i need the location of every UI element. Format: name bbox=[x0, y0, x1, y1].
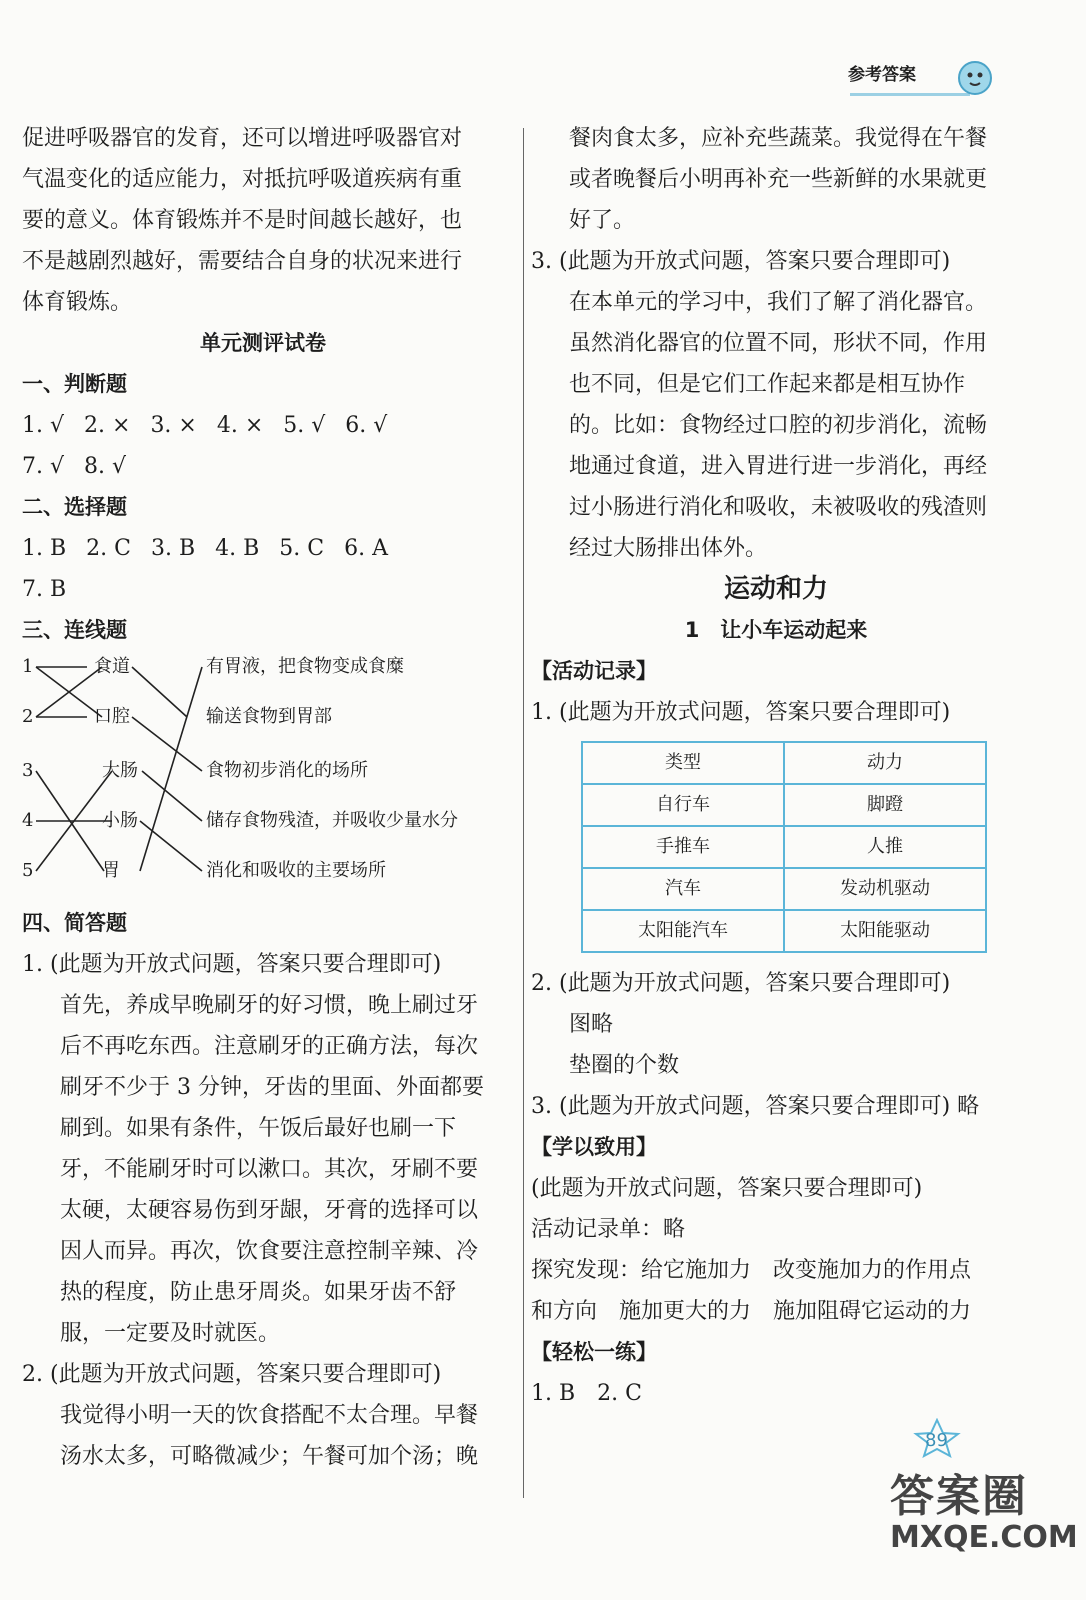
answer-line: 和方向 施加更大的力 施加阻碍它运动的力 bbox=[531, 1299, 972, 1324]
answer-line: 因人而异。再次，饮食要注意控制辛辣、冷 bbox=[60, 1239, 479, 1264]
practice-title: 【轻松一练】 bbox=[531, 1340, 657, 1364]
intro-line: 要的意义。体育锻炼并不是时间越长越好，也 bbox=[22, 208, 463, 233]
answer: 2. × bbox=[84, 413, 131, 438]
table-cell: 脚蹬 bbox=[784, 784, 986, 826]
answer-line: 地通过食道，进入胃进行进一步消化，再经 bbox=[569, 454, 988, 479]
intro-line: 体育锻炼。 bbox=[22, 290, 133, 315]
answer-line: 图略 bbox=[569, 1012, 614, 1037]
question-label: 1. (此题为开放式问题，答案只要合理即可) bbox=[22, 952, 442, 977]
answer-line: 刷到。如果有条件，午饭后最好也刷一下 bbox=[60, 1116, 457, 1141]
match-organ: 小肠 bbox=[102, 810, 138, 831]
table-row bbox=[582, 910, 986, 952]
answer: 4. B bbox=[215, 536, 260, 561]
match-organ: 口腔 bbox=[94, 706, 130, 727]
table-row bbox=[582, 826, 986, 868]
match-number: 5 bbox=[22, 860, 34, 881]
match-number: 4 bbox=[22, 810, 34, 831]
answer: 6. A bbox=[344, 536, 388, 561]
answer: 4. × bbox=[216, 413, 264, 438]
mascot-icon bbox=[950, 50, 1000, 100]
answer: 3. × bbox=[150, 413, 197, 438]
question-label: 3. (此题为开放式问题，答案只要合理即可) 略 bbox=[531, 1094, 980, 1119]
watermark-logo bbox=[890, 1460, 1078, 1555]
answer: 6. √ bbox=[345, 413, 388, 438]
watermark-url: MXQE.COM bbox=[890, 1520, 1078, 1555]
table-cell: 发动机驱动 bbox=[784, 868, 986, 910]
test-title: 单元测评试卷 bbox=[200, 331, 326, 355]
question-label: 2. (此题为开放式问题，答案只要合理即可) bbox=[531, 971, 951, 996]
answer-line: 或者晚餐后小明再补充一些新鲜的水果就更 bbox=[569, 167, 988, 192]
header-label: 参考答案 bbox=[848, 65, 916, 85]
answer-line: 1. B 2. C bbox=[531, 1381, 642, 1406]
match-function: 输送食物到胃部 bbox=[206, 706, 332, 727]
answer-line: 后不再吃东西。注意刷牙的正确方法，每次 bbox=[60, 1034, 479, 1059]
choice-answers-row bbox=[22, 528, 504, 569]
table-row bbox=[582, 868, 986, 910]
answer-line: 首先，养成早晚刷牙的好习惯，晚上刷过牙 bbox=[60, 993, 479, 1018]
right-column bbox=[531, 118, 1021, 1414]
page-number: 89 bbox=[925, 1430, 948, 1451]
unit-title: 运动和力 bbox=[723, 574, 828, 604]
table-cell: 汽车 bbox=[582, 868, 784, 910]
intro-line: 促进呼吸器官的发育，还可以增进呼吸器官对 bbox=[22, 126, 463, 151]
section-judge-title: 一、判断题 bbox=[22, 372, 127, 396]
answer-line: 牙，不能刷牙时可以漱口。其次，牙刷不要 bbox=[60, 1157, 479, 1182]
apply-title: 【学以致用】 bbox=[531, 1135, 657, 1159]
answer-line: 垫圈的个数 bbox=[569, 1053, 680, 1078]
intro-line: 气温变化的适应能力，对抵抗呼吸道疾病有重 bbox=[22, 167, 463, 192]
table-cell: 太阳能汽车 bbox=[582, 910, 784, 952]
match-function: 消化和吸收的主要场所 bbox=[206, 860, 386, 881]
choice-answers-row bbox=[22, 569, 504, 610]
answer-line: 服，一定要及时就医。 bbox=[60, 1321, 281, 1346]
intro-line: 不是越剧烈越好，需要结合自身的状况来进行 bbox=[22, 249, 463, 274]
answer: 1. √ bbox=[22, 413, 65, 438]
left-column bbox=[22, 118, 504, 1477]
judge-answers-row bbox=[22, 446, 504, 487]
activity-record-title: 【活动记录】 bbox=[531, 659, 657, 683]
section-matching-title: 三、连线题 bbox=[22, 618, 127, 642]
match-function: 食物初步消化的场所 bbox=[206, 760, 368, 781]
table-cell: 人推 bbox=[784, 826, 986, 868]
answer-line: 汤水太多，可略微减少；午餐可加个汤；晚 bbox=[60, 1444, 479, 1469]
answer: 5. C bbox=[279, 536, 325, 561]
answer-line: 刷牙不少于 3 分钟，牙齿的里面、外面都要 bbox=[60, 1075, 484, 1100]
question-label: 3. (此题为开放式问题，答案只要合理即可) bbox=[531, 249, 951, 274]
match-number: 1 bbox=[22, 656, 34, 677]
lesson-title: 1 让小车运动起来 bbox=[684, 618, 868, 642]
answer: 7. √ bbox=[22, 454, 65, 479]
answer-line: 热的程度，防止患牙周炎。如果牙齿不舒 bbox=[60, 1280, 457, 1305]
answer: 2. C bbox=[86, 536, 131, 561]
match-organ: 食道 bbox=[94, 656, 130, 677]
section-short-answer-title: 四、简答题 bbox=[22, 911, 127, 935]
answer-line: 好了。 bbox=[569, 208, 636, 233]
match-number: 3 bbox=[22, 760, 34, 781]
match-function: 有胃液，把食物变成食糜 bbox=[206, 656, 404, 677]
question-label: 2. (此题为开放式问题，答案只要合理即可) bbox=[22, 1362, 442, 1387]
answer-line: 餐肉食太多，应补充些蔬菜。我觉得在午餐 bbox=[569, 126, 988, 151]
answer-line: 过小肠进行消化和吸收，未被吸收的残渣则 bbox=[569, 495, 988, 520]
answer: 3. B bbox=[150, 536, 196, 561]
column-divider bbox=[523, 128, 524, 1498]
answer: 8. √ bbox=[84, 454, 127, 479]
answer-line: 太硬，太硬容易伤到牙龈，牙膏的选择可以 bbox=[60, 1198, 479, 1223]
answer: 5. √ bbox=[283, 413, 326, 438]
answer: 1. B bbox=[22, 536, 67, 561]
answer-line: 活动记录单：略 bbox=[531, 1217, 686, 1242]
answer-line: 的。比如：食物经过口腔的初步消化，流畅 bbox=[569, 413, 988, 438]
answer: 7. B bbox=[22, 577, 67, 602]
question-label: 1. (此题为开放式问题，答案只要合理即可) bbox=[531, 700, 951, 725]
match-number: 2 bbox=[22, 706, 34, 727]
table-cell: 自行车 bbox=[582, 784, 784, 826]
table-cell: 手推车 bbox=[582, 826, 784, 868]
table-cell: 太阳能驱动 bbox=[784, 910, 986, 952]
match-function: 储存食物残渣，并吸收少量水分 bbox=[206, 810, 458, 831]
table-header-cell: 类型 bbox=[582, 742, 784, 784]
table-row bbox=[582, 742, 986, 784]
table-row bbox=[582, 784, 986, 826]
answer-line: (此题为开放式问题，答案只要合理即可) bbox=[531, 1176, 923, 1201]
answer-line: 探究发现：给它施加力 改变施加力的作用点 bbox=[531, 1258, 972, 1283]
answer-line: 在本单元的学习中，我们了解了消化器官。 bbox=[569, 290, 988, 315]
table-header-cell: 动力 bbox=[784, 742, 986, 784]
answer-line: 我觉得小明一天的饮食搭配不太合理。早餐 bbox=[60, 1403, 479, 1428]
answer-line: 虽然消化器官的位置不同，形状不同，作用 bbox=[569, 331, 988, 356]
matching-diagram bbox=[22, 653, 504, 903]
judge-answers-row bbox=[22, 405, 504, 446]
answer-line: 也不同，但是它们工作起来都是相互协作 bbox=[569, 372, 966, 397]
watermark-text: 答案圈 bbox=[890, 1471, 1028, 1522]
section-choice-title: 二、选择题 bbox=[22, 495, 127, 519]
vehicle-power-table bbox=[581, 741, 987, 953]
answer-line: 经过大肠排出体外。 bbox=[569, 536, 768, 561]
match-organ: 大肠 bbox=[102, 760, 138, 781]
match-organ: 胃 bbox=[102, 860, 120, 881]
